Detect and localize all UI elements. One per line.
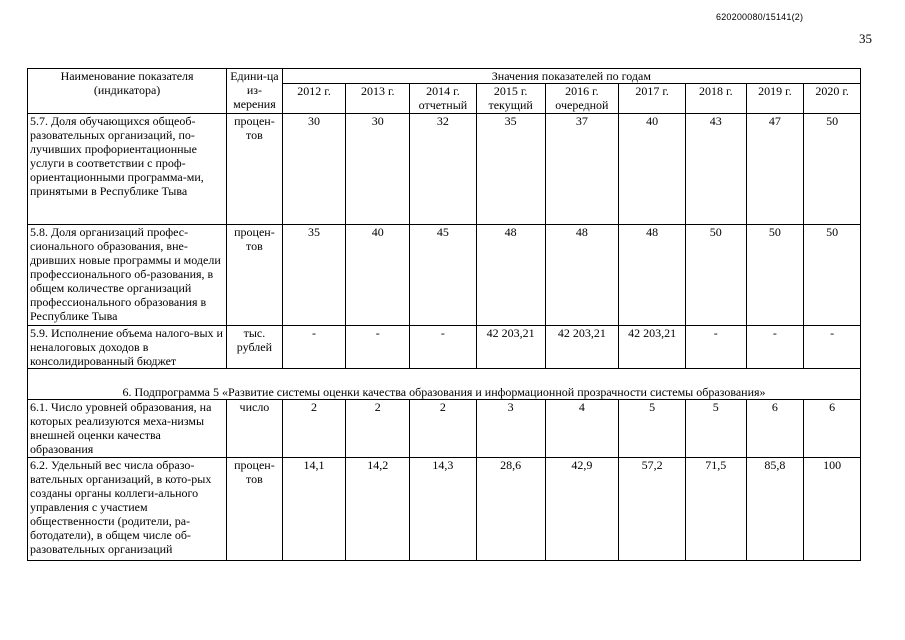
value-cell: 37 xyxy=(545,114,619,225)
header-year: 2015 г. текущий xyxy=(476,84,545,114)
header-name: Наименование показателя (индикатора) xyxy=(28,69,227,114)
indicator-unit: число xyxy=(227,400,283,458)
header-year: 2013 г. xyxy=(346,84,410,114)
header-year: 2020 г. xyxy=(804,84,861,114)
value-cell: 42,9 xyxy=(545,458,619,561)
value-cell: 32 xyxy=(410,114,477,225)
value-cell: 2 xyxy=(346,400,410,458)
indicator-unit: тыс. рублей xyxy=(227,326,283,369)
value-cell: 2 xyxy=(282,400,346,458)
indicator-name: 5.8. Доля организаций профес-сионального образования, вне-дривших новые программы и модели профессионального об-разования, в общем количестве организаций профессионального образования в Республике Тыва xyxy=(28,225,227,326)
value-cell: 28,6 xyxy=(476,458,545,561)
table-row xyxy=(28,326,861,369)
value-cell: 42 203,21 xyxy=(476,326,545,369)
header-year: 2018 г. xyxy=(685,84,746,114)
value-cell: 6 xyxy=(804,400,861,458)
header-year: 2017 г. xyxy=(619,84,686,114)
indicator-name: 5.7. Доля обучающихся общеоб-разовательных организаций, по-лучивших профориентационные услуги в соответствии с проф-ориентационными программа-ми, принятыми в Республике Тыва xyxy=(28,114,227,225)
value-cell: 6 xyxy=(746,400,804,458)
table-row xyxy=(28,225,861,326)
header-year: 2014 г. отчетный xyxy=(410,84,477,114)
value-cell: 47 xyxy=(746,114,804,225)
value-cell: 40 xyxy=(619,114,686,225)
value-cell: 45 xyxy=(410,225,477,326)
header-year: 2016 г. очередной xyxy=(545,84,619,114)
value-cell: 50 xyxy=(746,225,804,326)
value-cell: - xyxy=(804,326,861,369)
value-cell: 40 xyxy=(346,225,410,326)
indicator-name: 5.9. Исполнение объема налого-вых и неналоговых доходов в консолидированный бюджет xyxy=(28,326,227,369)
page-number: 35 xyxy=(859,31,872,46)
value-cell: 71,5 xyxy=(685,458,746,561)
header-values-group: Значения показателей по годам xyxy=(282,69,860,84)
value-cell: 48 xyxy=(619,225,686,326)
header-unit: Едини-ца из-мерения xyxy=(227,69,283,114)
value-cell: 42 203,21 xyxy=(545,326,619,369)
indicator-unit: процен-тов xyxy=(227,458,283,561)
value-cell: 35 xyxy=(476,114,545,225)
section-row xyxy=(28,369,861,400)
value-cell: 43 xyxy=(685,114,746,225)
header-year: 2019 г. xyxy=(746,84,804,114)
value-cell: 42 203,21 xyxy=(619,326,686,369)
value-cell: 14,1 xyxy=(282,458,346,561)
table-row xyxy=(28,114,861,225)
value-cell: 30 xyxy=(346,114,410,225)
value-cell: 14,2 xyxy=(346,458,410,561)
table-row xyxy=(28,458,861,561)
value-cell: 35 xyxy=(282,225,346,326)
value-cell: 50 xyxy=(685,225,746,326)
value-cell: 5 xyxy=(685,400,746,458)
value-cell: 48 xyxy=(476,225,545,326)
indicator-unit: процен-тов xyxy=(227,225,283,326)
indicators-table xyxy=(27,68,861,561)
header-year: 2012 г. xyxy=(282,84,346,114)
value-cell: - xyxy=(746,326,804,369)
table-row xyxy=(28,400,861,458)
indicator-name: 6.1. Число уровней образования, на которых реализуются меха-низмы внешней оценки качества образования xyxy=(28,400,227,458)
indicator-unit: процен-тов xyxy=(227,114,283,225)
value-cell: 14,3 xyxy=(410,458,477,561)
value-cell: 50 xyxy=(804,114,861,225)
value-cell: 85,8 xyxy=(746,458,804,561)
value-cell: 4 xyxy=(545,400,619,458)
value-cell: - xyxy=(410,326,477,369)
section-title: 6. Подпрограмма 5 «Развитие системы оценки качества образования и информационной прозрачности системы образования» xyxy=(28,369,861,400)
value-cell: 5 xyxy=(619,400,686,458)
value-cell: - xyxy=(282,326,346,369)
document-code: 620200080/15141(2) xyxy=(716,12,804,22)
value-cell: 3 xyxy=(476,400,545,458)
value-cell: - xyxy=(346,326,410,369)
indicator-name: 6.2. Удельный вес числа образо-вательных организаций, в кото-рых созданы органы коллеги-ального управления с участием общественности (родители, ра-ботодатели), в общем числе об-разовательных организаций xyxy=(28,458,227,561)
value-cell: 50 xyxy=(804,225,861,326)
value-cell: 57,2 xyxy=(619,458,686,561)
value-cell: 30 xyxy=(282,114,346,225)
value-cell: 2 xyxy=(410,400,477,458)
value-cell: 48 xyxy=(545,225,619,326)
value-cell: - xyxy=(685,326,746,369)
value-cell: 100 xyxy=(804,458,861,561)
